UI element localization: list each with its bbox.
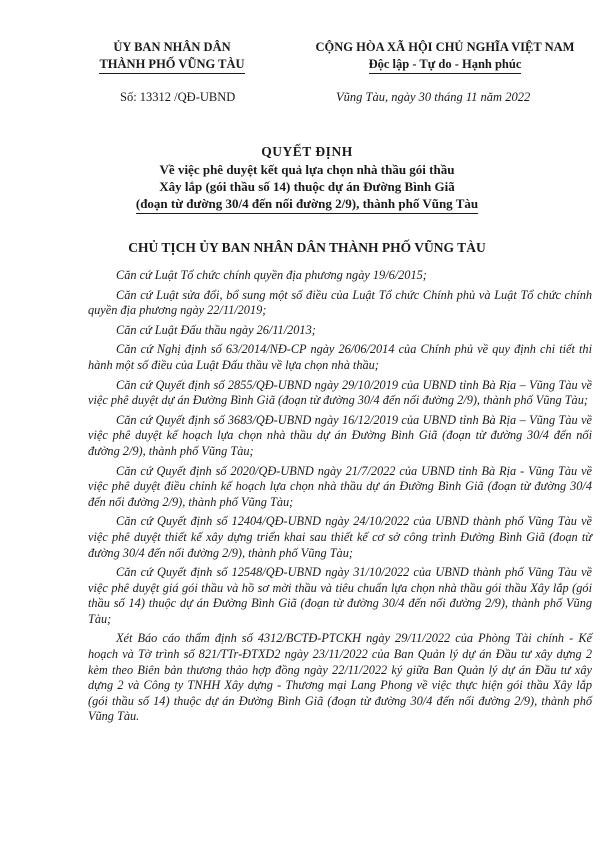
- issuing-authority: CHỦ TỊCH ỦY BAN NHÂN DÂN THÀNH PHỐ VŨNG TÀU: [128, 240, 486, 255]
- document-number: Số: 13312 /QĐ-UBND: [120, 90, 236, 104]
- legal-basis-paragraph: Căn cứ Nghị định số 63/2014/NĐ-CP ngày 26/06/2014 của Chính phủ về quy định chi tiết thi hành một số điều của Luật Đấu thầu về lựa chọn nhà thầu;: [88, 342, 592, 372]
- agency-name-line2: THÀNH PHỐ VŨNG TÀU: [99, 57, 244, 74]
- agency-name-line1: ỦY BAN NHÂN DÂN: [113, 40, 231, 54]
- legal-basis-paragraph: Căn cứ Quyết định số 2855/QĐ-UBND ngày 29/10/2019 của UBND tỉnh Bà Rịa – Vũng Tàu về việc phê duyệt dự án Đường Bình Giã (đoạn từ đường 30/4 đến nối đường 2/9), thành phố Vũng Tàu;: [88, 377, 592, 408]
- subject-line-3: (đoạn từ đường 30/4 đến nối đường 2/9), thành phố Vũng Tàu: [136, 195, 478, 214]
- document-header: [0, 40, 614, 130]
- country-name: CỘNG HÒA XÃ HỘI CHỦ NGHĨA VIỆT NAM: [315, 40, 575, 54]
- consideration-paragraph: Xét Báo cáo thẩm định số 4312/BCTĐ-PTCKH ngày 29/11/2022 của Phòng Tài chính - Kế hoạch và Tờ trình số 821/TTr-ĐTXD2 ngày 23/11/2022 của Ban Quản lý dự án Đầu tư xây dựng 2 kèm theo Biên bản thương thảo hợp đồng ngày 22/11/2022 ký giữa Ban Quản lý dự án Đầu tư xây dựng 2 và Công ty TNHH Xây dựng - Thương mại Lang Phong về việc thực hiện gói thầu Xây lắp (gói thầu số 14) thuộc dự án Đường Bình Giã (đoạn từ đường 30/4 đến nối đường 2/9), thành phố Vũng Tàu.: [88, 631, 592, 724]
- legal-basis-paragraph: Căn cứ Quyết định số 3683/QĐ-UBND ngày 16/12/2019 của UBND tỉnh Bà Rịa – Vũng Tàu về việc phê duyệt kế hoạch lựa chọn nhà thầu dự án Đường Bình Giã (đoạn từ đường 30/4 đến nối đường 2/9), thành phố Vũng Tàu;: [88, 412, 592, 458]
- legal-basis-paragraph: Căn cứ Quyết định số 2020/QĐ-UBND ngày 21/7/2022 của UBND tỉnh Bà Rịa - Vũng Tàu về việc phê duyệt điều chỉnh kế hoạch lựa chọn nhà thầu dự án Đường Bình Giã (đoạn từ đường 30/4 đến nối đường 2/9), thành phố Vũng Tàu;: [88, 463, 592, 509]
- place-and-date: Vũng Tàu, ngày 30 tháng 11 năm 2022: [336, 90, 531, 104]
- document-type-title: QUYẾT ĐỊNH: [261, 144, 353, 159]
- legal-basis-paragraph: Căn cứ Quyết định số 12548/QĐ-UBND ngày 31/10/2022 của UBND thành phố Vũng Tàu về việc phê duyệt giá gói thầu và hồ sơ mời thầu và tiêu chuẩn lựa chọn nhà thầu gói thầu Xây lắp (gói thầu số 14) thuộc dự án Đường Bình Giã (đoạn từ đường 30/4 đến nối đường 2/9), thành phố Vũng Tàu;: [88, 565, 592, 626]
- legal-basis-paragraph: Căn cứ Quyết định số 12404/QĐ-UBND ngày 24/10/2022 của UBND thành phố Vũng Tàu về việc phê duyệt thiết kế xây dựng triển khai sau thiết kế cơ sở công trình Đường Bình Giã (đoạn từ đường 30/4 đến nối đường 2/9), thành phố Vũng Tàu;: [88, 514, 592, 560]
- subject-line-3-wrapper: [0, 195, 614, 214]
- national-motto: Độc lập - Tự do - Hạnh phúc: [369, 57, 522, 74]
- subject-line-1: Về việc phê duyệt kết quả lựa chọn nhà thầu gói thầu: [159, 162, 455, 177]
- legal-basis-paragraph: Căn cứ Luật Đấu thầu ngày 26/11/2013;: [116, 322, 316, 337]
- document-body: [88, 268, 592, 729]
- legal-basis-paragraph: Căn cứ Luật Tổ chức chính quyền địa phương ngày 19/6/2015;: [116, 268, 427, 282]
- decision-title-block: [0, 143, 614, 214]
- issuing-agency-block: [92, 40, 252, 74]
- subject-line-2: Xây lắp (gói thầu số 14) thuộc dự án Đường Bình Giã: [159, 179, 455, 194]
- legal-basis-paragraph: Căn cứ Luật sửa đổi, bổ sung một số điều của Luật Tổ chức Chính phủ và Luật Tổ chức chính quyền địa phương ngày 22/11/2019;: [88, 287, 592, 318]
- national-motto-block: [295, 40, 595, 74]
